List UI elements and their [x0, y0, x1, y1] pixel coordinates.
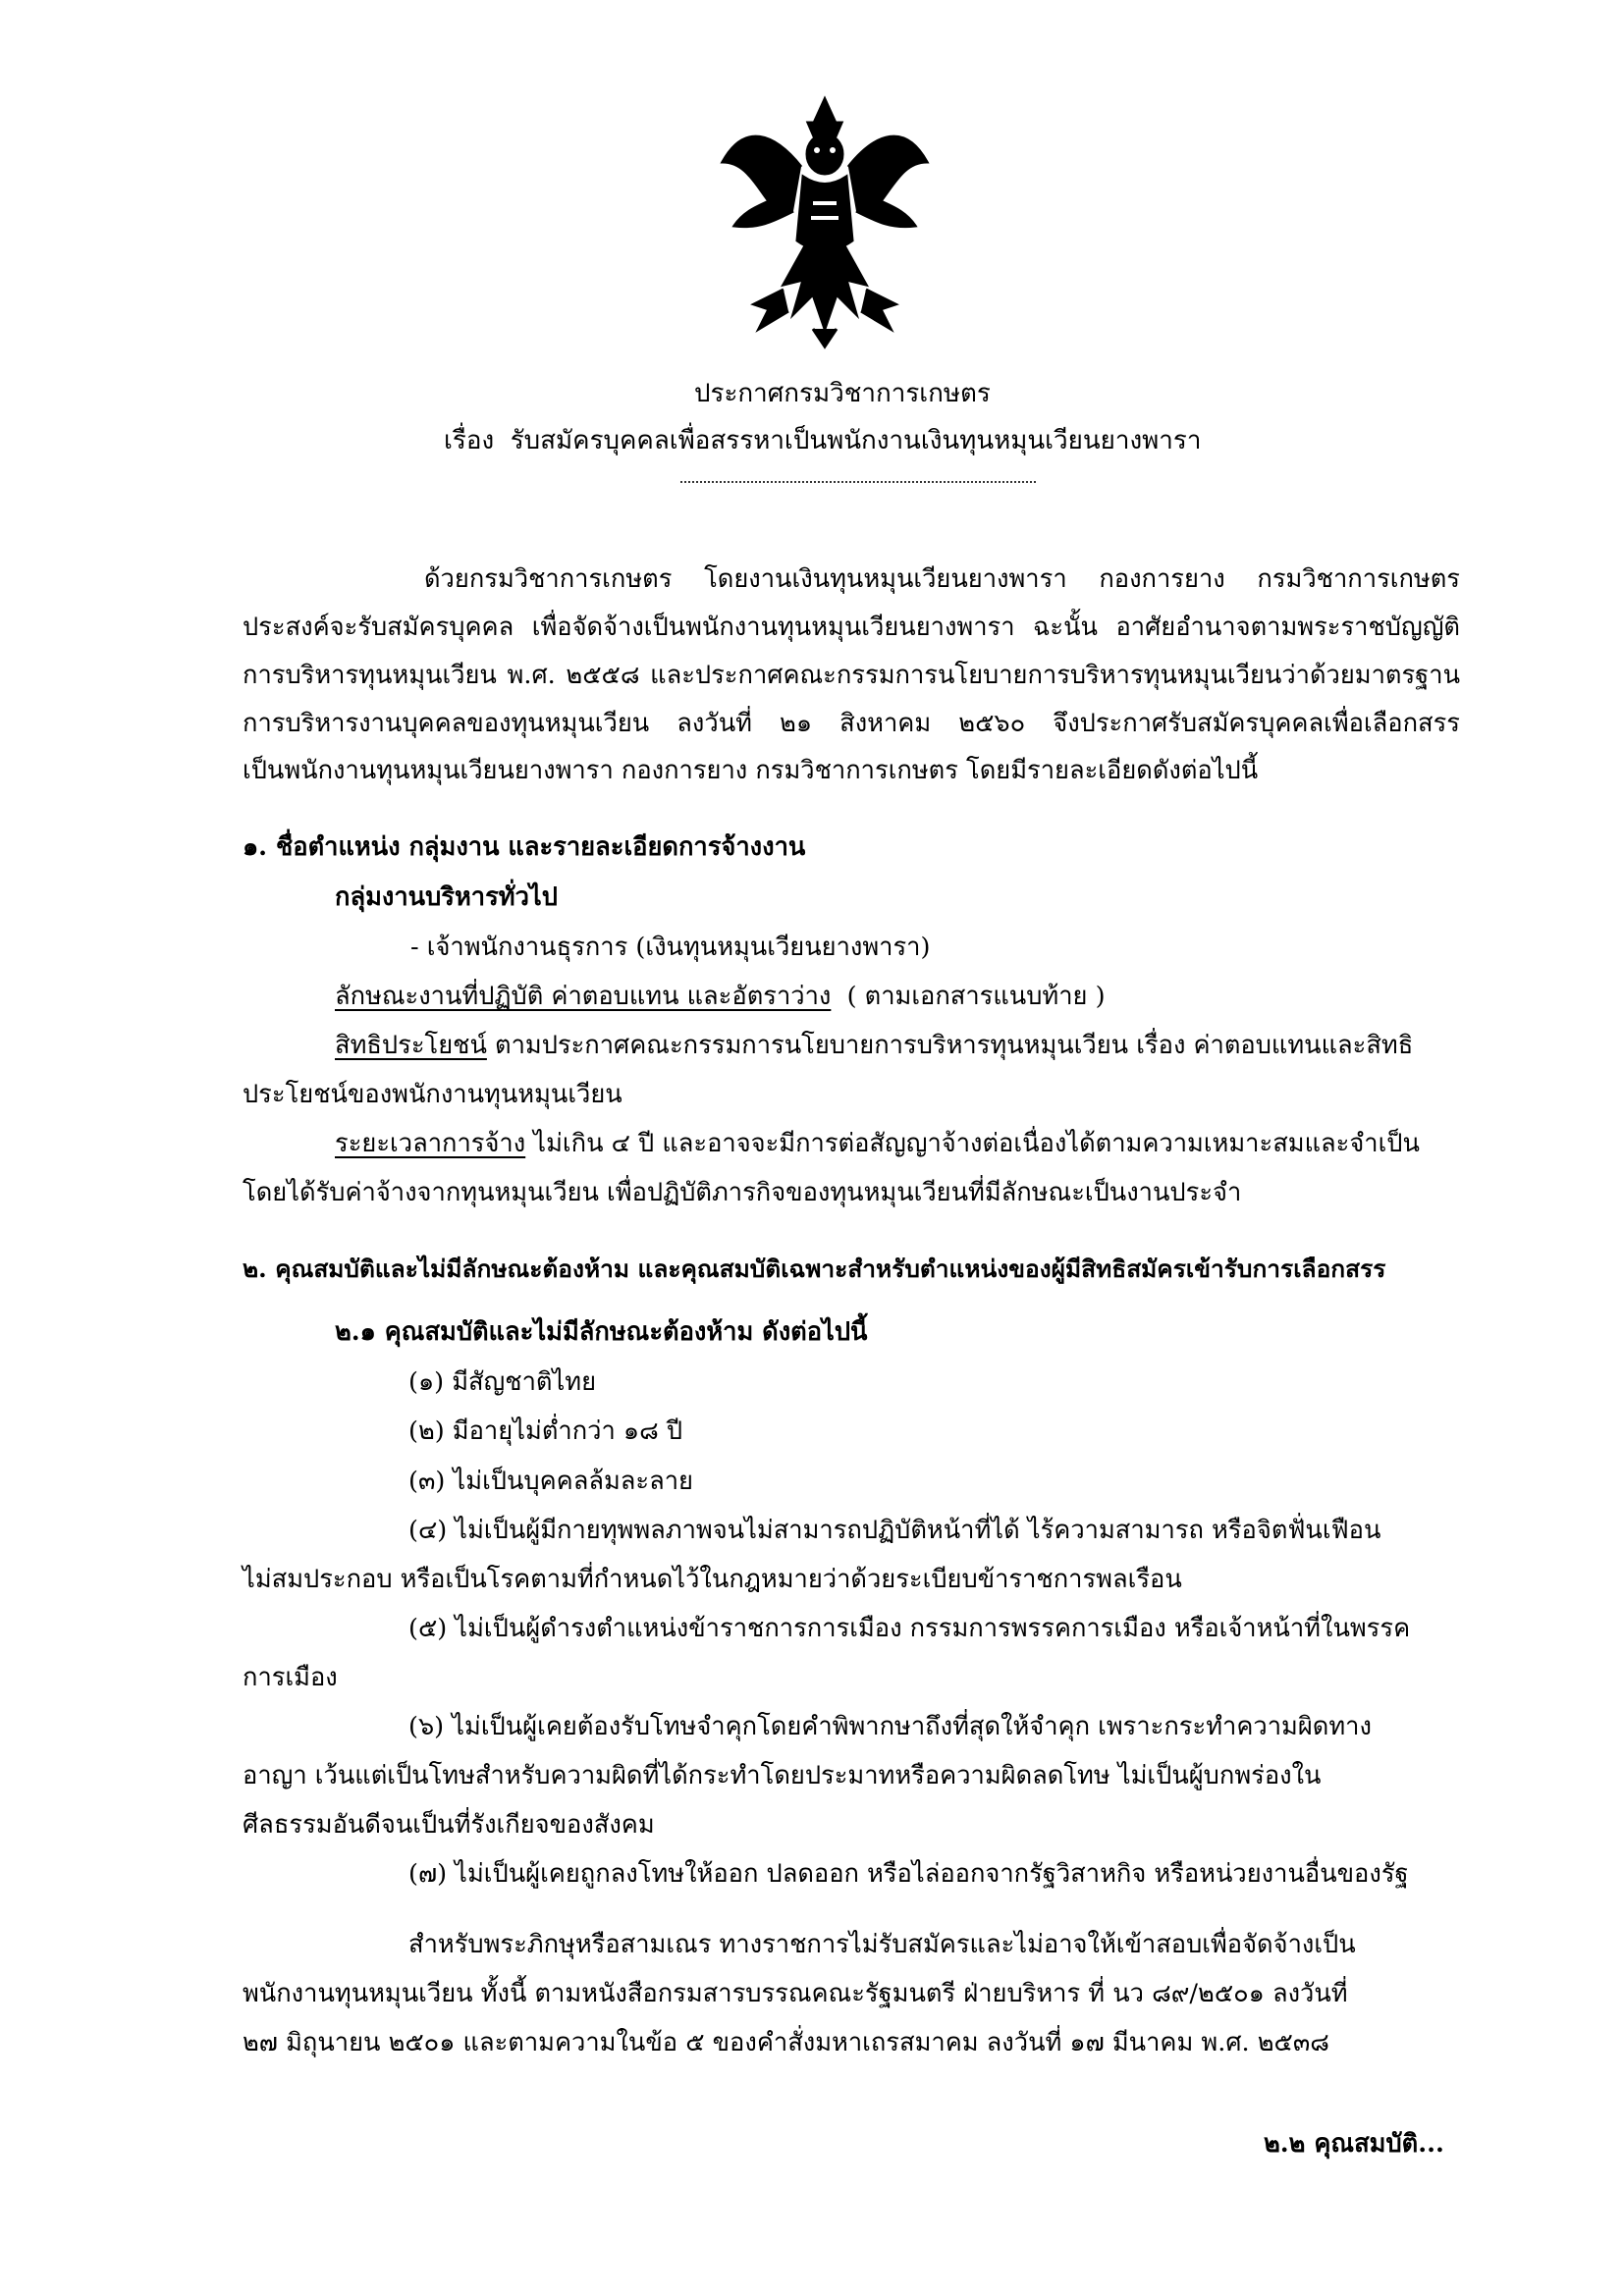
intro-line: ประสงค์จะรับสมัครบุคคล เพื่อจัดจ้างเป็นพนักงานทุนหมุนเวียนยางพารา ฉะนั้น อาศัยอำนาจตามพระราชบัญญัติ	[243, 613, 1460, 642]
intro-line: เป็นพนักงานทุนหมุนเวียนยางพารา กองการยาง กรมวิชาการเกษตร โดยมีรายละเอียดดังต่อไปนี้	[243, 756, 1259, 785]
duties-note: ( ตามเอกสารแนบท้าย )	[846, 982, 1106, 1011]
intro-line: การบริหารงานบุคคลของทุนหมุนเวียน ลงวันที่ ๒๑ สิงหาคม ๒๕๖๐ จึงประกาศรับสมัครบุคคลเพื่อเลือกสรร	[243, 709, 1460, 738]
section1-position: - เจ้าพนักงานธุรการ (เงินทุนหมุนเวียนยางพารา)	[410, 933, 931, 962]
document-title: ประกาศกรมวิชาการเกษตร	[694, 379, 991, 408]
document-subject	[444, 420, 1201, 460]
qualification-item: (๕) ไม่เป็นผู้ดำรงตำแหน่งข้าราชการการเมือง กรรมการพรรคการเมือง หรือเจ้าหน้าที่ในพรรค	[408, 1614, 1411, 1643]
garuda-emblem-icon	[715, 93, 936, 350]
qualification-item-cont: ศีลธรรมอันดีจนเป็นที่รังเกียจของสังคม	[243, 1810, 655, 1840]
section1-group: กลุ่มงานบริหารทั่วไป	[335, 882, 558, 912]
continuation-marker: ๒.๒ คุณสมบัติ...	[1264, 2129, 1444, 2159]
qualification-item: (๖) ไม่เป็นผู้เคยต้องรับโทษจำคุกโดยคำพิพากษาถึงที่สุดให้จำคุก เพราะกระทำความผิดทาง	[408, 1712, 1372, 1741]
section1-period	[335, 1129, 1420, 1158]
period-text: ไม่เกิน ๔ ปี และอาจจะมีการต่อสัญญาจ้างต่อเนื่องได้ตามความเหมาะสมและจำเป็น	[525, 1129, 1420, 1158]
period-label: ระยะเวลาการจ้าง	[335, 1129, 526, 1158]
qualification-item: (๒) มีอายุไม่ต่ำกว่า ๑๘ ปี	[408, 1416, 683, 1446]
qualification-item-cont: ไม่สมประกอบ หรือเป็นโรคตามที่กำหนดไว้ในกฎหมายว่าด้วยระเบียบข้าราชการพลเรือน	[243, 1565, 1182, 1594]
qualification-item: (๗) ไม่เป็นผู้เคยถูกลงโทษให้ออก ปลดออก หรือไล่ออกจากรัฐวิสาหกิจ หรือหน่วยงานอื่นของรัฐ	[408, 1859, 1409, 1889]
section2-sub-heading: ๒.๑ คุณสมบัติและไม่มีลักษณะต้องห้าม ดังต่อไปนี้	[335, 1317, 868, 1347]
monks-paragraph-line: ๒๗ มิถุนายน ๒๕๐๑ และตามความในข้อ ๕ ของคำสั่งมหาเถรสมาคม ลงวันที่ ๑๗ มีนาคม พ.ศ. ๒๕๓๘	[243, 2028, 1329, 2057]
subject-text: รับสมัครบุคคลเพื่อสรรหาเป็นพนักงานเงินทุนหมุนเวียนยางพารา	[510, 426, 1202, 455]
intro-line: การบริหารทุนหมุนเวียน พ.ศ. ๒๕๕๘ และประกาศคณะกรรมการนโยบายการบริหารทุนหมุนเวียนว่าด้วยมาตรฐาน	[243, 661, 1460, 690]
intro-line: ด้วยกรมวิชาการเกษตร โดยงานเงินทุนหมุนเวียนยางพารา กองการยาง กรมวิชาการเกษตร	[424, 564, 1460, 594]
period-text-cont: โดยได้รับค่าจ้างจากทุนหมุนเวียน เพื่อปฏิบัติภารกิจของทุนหมุนเวียนที่มีลักษณะเป็นงานประจำ	[243, 1178, 1242, 1207]
section1-heading: ๑. ชื่อตำแหน่ง กลุ่มงาน และรายละเอียดการจ้างงาน	[243, 832, 806, 862]
section1-duties	[335, 982, 1106, 1011]
monks-paragraph-line: สำหรับพระภิกษุหรือสามเณร ทางราชการไม่รับสมัครและไม่อาจให้เข้าสอบเพื่อจัดจ้างเป็น	[408, 1930, 1356, 1959]
section1-benefits	[335, 1031, 1460, 1060]
qualification-item: (๔) ไม่เป็นผู้มีกายทุพพลภาพจนไม่สามารถปฏิบัติหน้าที่ได้ ไร้ความสามารถ หรือจิตฟั่นเฟือน	[408, 1516, 1381, 1545]
benefits-text: ตามประกาศคณะกรรมการนโยบายการบริหารทุนหมุนเวียน เรื่อง ค่าตอบแทนและสิทธิ	[486, 1031, 1414, 1060]
title-divider	[680, 475, 1036, 483]
duties-label: ลักษณะงานที่ปฏิบัติ ค่าตอบแทน และอัตราว่าง	[335, 982, 832, 1011]
benefits-label: สิทธิประโยชน์	[335, 1031, 487, 1060]
subject-label: เรื่อง	[444, 426, 495, 455]
section2-heading: ๒. คุณสมบัติและไม่มีลักษณะต้องห้าม และคุณสมบัติเฉพาะสำหรับตำแหน่งของผู้มีสิทธิสมัครเข้ารับการเลือกสรร	[243, 1255, 1386, 1283]
benefits-text-cont: ประโยชน์ของพนักงานทุนหมุนเวียน	[243, 1080, 622, 1109]
qualification-item: (๑) มีสัญชาติไทย	[408, 1367, 597, 1397]
monks-paragraph-line: พนักงานทุนหมุนเวียน ทั้งนี้ ตามหนังสือกรมสารบรรณคณะรัฐมนตรี ฝ่ายบริหาร ที่ นว ๘๙/๒๕๐๑ ลงวันที่	[243, 1979, 1348, 2008]
qualification-item-cont: การเมือง	[243, 1663, 338, 1692]
qualification-item-cont: อาญา เว้นแต่เป็นโทษสำหรับความผิดที่ได้กระทำโดยประมาทหรือความผิดลดโทษ ไม่เป็นผู้บกพร่องใน	[243, 1761, 1322, 1790]
qualification-item: (๓) ไม่เป็นบุคคลล้มละลาย	[408, 1467, 693, 1496]
